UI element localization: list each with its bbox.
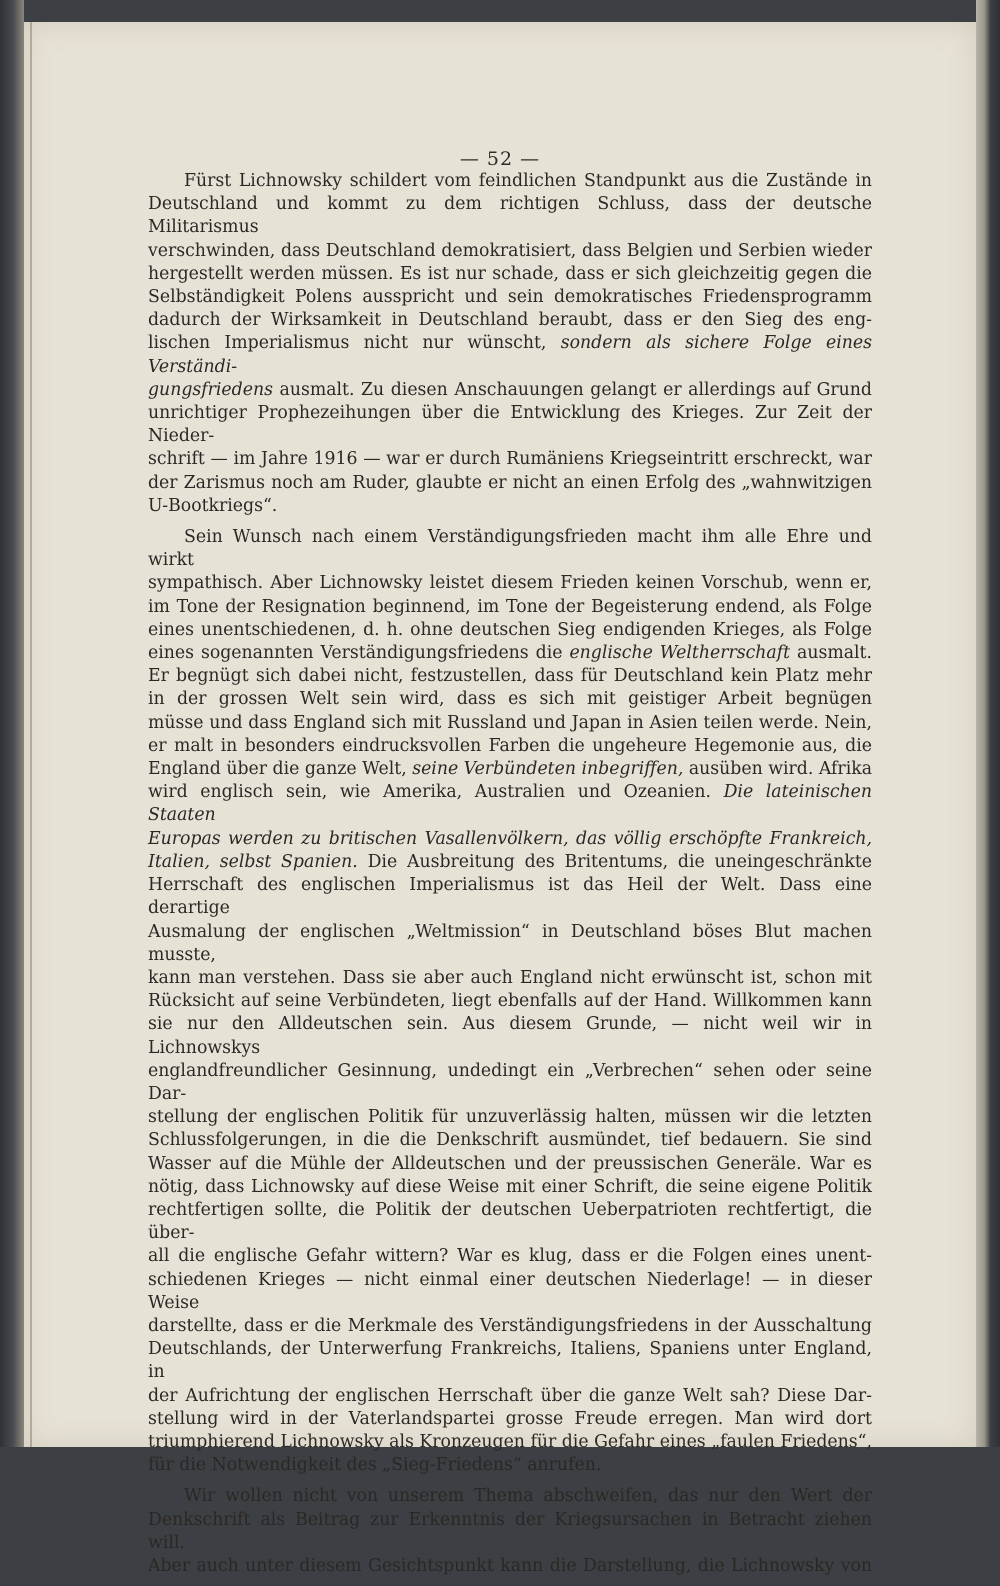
text-run: schrift — im Jahre 1916 — war er durch Rumäniens Kriegseintritt erschreckt, war xyxy=(148,449,872,470)
text-line xyxy=(148,1385,872,1408)
text-run: sie nur den Alldeutschen sein. Aus diesem Grunde, — nicht weil wir in Lichnowskys xyxy=(148,1014,872,1058)
italic-text: seine Verbündeten inbegriffen, xyxy=(412,759,684,780)
text-run: im Tone der Resignation beginnend, im Tone der Begeisterung endend, als Folge xyxy=(148,596,872,617)
text-run: dadurch der Wirksamkeit in Deutschland beraubt, dass er den Sieg des eng- xyxy=(148,310,872,331)
text-run: unrichtiger Prophezeihungen über die Entwicklung des Krieges. Zur Zeit der Nieder- xyxy=(148,403,872,447)
text-run: der Aufrichtung der englischen Herrschaft über die ganze Welt sah? Diese Dar- xyxy=(148,1385,872,1406)
text-line xyxy=(148,1269,872,1315)
text-line xyxy=(148,472,872,495)
text-line xyxy=(148,170,872,193)
text-line xyxy=(148,1485,872,1508)
text-run: Denkschrift als Beitrag zur Erkenntnis der Kriegsursachen in Betracht ziehen will. xyxy=(148,1509,872,1553)
page-number: — 52 — xyxy=(459,148,541,170)
paragraph xyxy=(148,170,872,518)
paragraph xyxy=(148,526,872,1477)
text-line xyxy=(148,1245,872,1268)
text-run: wird englisch sein, wie Amerika, Australien und Ozeanien. xyxy=(148,782,724,803)
text-line xyxy=(148,758,872,781)
text-line xyxy=(148,1060,872,1106)
italic-text: Die lateinischen Staaten xyxy=(148,782,872,826)
text-run: eines unentschiedenen, d. h. ohne deutschen Sieg endigenden Krieges, als Folge xyxy=(148,619,872,640)
text-run: lischen Imperialismus nicht nur wünscht, xyxy=(148,333,561,354)
italic-text: englische Weltherrschaft xyxy=(569,643,791,664)
text-run: eines sogenannten Verständigungsfriedens die xyxy=(148,643,570,664)
text-run: Wir wollen nicht von unserem Thema abschweifen, das nur den Wert der xyxy=(184,1486,872,1507)
text-run: nötig, dass Lichnowsky auf diese Weise mit einer Schrift, die seine eigene Politik xyxy=(148,1176,872,1197)
next-page-edge xyxy=(976,0,1000,1447)
text-run: stellung wird in der Vaterlandspartei grosse Freude erregen. Man wird dort xyxy=(148,1408,872,1429)
text-run: für die Notwendigkeit des „Sieg-Friedens“ anrufen. xyxy=(148,1455,602,1476)
page-gutter-line xyxy=(30,22,32,1447)
text-line xyxy=(148,572,872,595)
text-line xyxy=(148,1555,872,1578)
paragraph xyxy=(148,1485,872,1578)
book-spine-shadow xyxy=(0,0,24,1447)
text-line xyxy=(148,1509,872,1555)
text-run: ausmalt. xyxy=(790,643,872,664)
text-line xyxy=(148,402,872,448)
text-run: U-Bootkriegs“. xyxy=(148,495,278,516)
text-line xyxy=(148,1153,872,1176)
text-line xyxy=(148,379,872,402)
text-run: Deutschland und kommt zu dem richtigen Schluss, dass der deutsche Militarismus xyxy=(148,194,872,238)
text-line xyxy=(148,781,872,827)
text-line xyxy=(148,688,872,711)
text-run: englandfreundlicher Gesinnung, undedingt ein „Verbrechen“ sehen oder seine Dar- xyxy=(148,1060,872,1104)
text-line xyxy=(148,1199,872,1245)
text-line xyxy=(148,240,872,263)
text-run: Er begnügt sich dabei nicht, festzustellen, dass für Deutschland kein Platz mehr xyxy=(148,666,872,687)
text-line xyxy=(148,828,872,851)
text-line xyxy=(148,1013,872,1059)
text-run: triumphierend Lichnowsky als Kronzeugen für die Gefahr eines „faulen Friedens“, xyxy=(148,1431,872,1452)
text-run: stellung der englischen Politik für unzuverlässig halten, müssen wir die letzten xyxy=(148,1107,872,1128)
italic-text: Italien, selbst Spanien. xyxy=(148,851,358,872)
text-line xyxy=(148,712,872,735)
body-text xyxy=(148,170,872,1586)
text-run: Aber auch unter diesem Gesichtspunkt kann die Darstellung, die Lichnowsky von xyxy=(148,1555,872,1576)
text-line xyxy=(148,1408,872,1431)
text-line xyxy=(148,1129,872,1152)
text-line xyxy=(148,619,872,642)
italic-text: sondern als sichere Folge eines Verständi- xyxy=(148,333,872,377)
text-line xyxy=(148,1176,872,1199)
text-run: sympathisch. Aber Lichnowsky leistet diesem Frieden keinen Vorschub, wenn er, xyxy=(148,573,872,594)
text-run: Die Ausbreitung des Britentums, die uneingeschränkte xyxy=(357,851,872,872)
text-line xyxy=(148,735,872,758)
text-run: müsse und dass England sich mit Russland und Japan in Asien teilen werde. Nein, xyxy=(148,712,872,733)
text-run: Selbständigkeit Polens ausspricht und sein demokratisches Friedensprogramm xyxy=(148,287,872,308)
text-run: in der grossen Welt sein wird, dass es sich mit geistiger Arbeit begnügen xyxy=(148,689,872,710)
text-line xyxy=(148,1431,872,1454)
text-line xyxy=(148,286,872,309)
text-run: darstellte, dass er die Merkmale des Verständigungsfriedens in der Ausschaltung xyxy=(148,1315,872,1336)
text-run: England über die ganze Welt, xyxy=(148,759,413,780)
text-line xyxy=(148,526,872,572)
text-line xyxy=(148,263,872,286)
text-run: Schlussfolgerungen, in die die Denkschrift ausmündet, tief bedauern. Sie sind xyxy=(148,1130,872,1151)
text-line xyxy=(148,1315,872,1338)
text-line xyxy=(148,990,872,1013)
text-run: ausüben wird. Afrika xyxy=(683,759,872,780)
text-line xyxy=(148,193,872,239)
text-run: hergestellt werden müssen. Es ist nur schade, dass er sich gleichzeitig gegen die xyxy=(148,263,872,284)
text-run: Sein Wunsch nach einem Verständigungsfrieden macht ihm alle Ehre und wirkt xyxy=(148,527,872,571)
text-run: rechtfertigen sollte, die Politik der deutschen Ueberpatrioten rechtfertigt, die über- xyxy=(148,1199,872,1244)
text-line xyxy=(148,851,872,874)
text-line xyxy=(148,967,872,990)
text-run: ausmalt. Zu diesen Anschauungen gelangt er allerdings auf Grund xyxy=(272,379,872,400)
text-run: kann man verstehen. Dass sie aber auch England nicht erwünscht ist, schon mit xyxy=(148,967,872,988)
text-line xyxy=(148,665,872,688)
text-run: Ausmalung der englischen „Weltmission“ in Deutschland böses Blut machen musste, xyxy=(148,921,872,965)
text-run: er malt in besonders eindrucksvollen Farben die ungeheure Hegemonie aus, die xyxy=(148,735,872,756)
text-line xyxy=(148,448,872,471)
text-run: Wasser auf die Mühle der Alldeutschen und der preussischen Generäle. War es xyxy=(148,1153,872,1174)
text-line xyxy=(148,874,872,920)
text-run: Rücksicht auf seine Verbündeten, liegt ebenfalls auf der Hand. Willkommen kann xyxy=(148,991,872,1012)
text-line xyxy=(148,495,872,518)
text-line xyxy=(148,309,872,332)
text-run: verschwinden, dass Deutschland demokratisiert, dass Belgien und Serbien wieder xyxy=(148,240,872,261)
italic-text: gungsfriedens xyxy=(148,379,273,400)
text-run: all die englische Gefahr wittern? War es klug, dass er die Folgen eines unent- xyxy=(148,1246,872,1267)
italic-text: Europas werden zu britischen Vasallenvölkern, das völlig erschöpfte Frankreich, xyxy=(148,828,872,849)
text-line xyxy=(148,1106,872,1129)
text-run: schiedenen Krieges — nicht einmal einer deutschen Niederlage! — in dieser Weise xyxy=(148,1269,872,1313)
text-line xyxy=(148,332,872,378)
text-run: der Zarismus noch am Ruder, glaubte er nicht an einen Erfolg des „wahnwitzigen xyxy=(148,472,872,493)
text-line xyxy=(148,1454,872,1477)
text-run: Herrschaft des englischen Imperialismus ist das Heil der Welt. Dass eine derartige xyxy=(148,875,872,919)
text-line xyxy=(148,1338,872,1384)
text-line xyxy=(148,642,872,665)
text-run: Fürst Lichnowsky schildert vom feindlichen Standpunkt aus die Zustände in xyxy=(184,171,872,191)
text-line xyxy=(148,921,872,967)
text-line xyxy=(148,596,872,619)
text-run: Deutschlands, der Unterwerfung Frankreichs, Italiens, Spaniens unter England, in xyxy=(148,1339,872,1383)
